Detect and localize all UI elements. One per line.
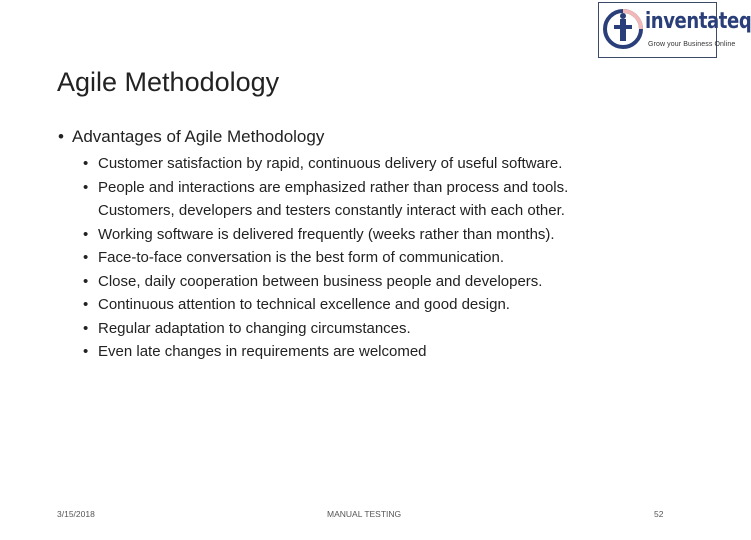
- sub-bullet-item: [83, 270, 698, 294]
- bullet-dot: •: [83, 249, 89, 266]
- bullet-dot: •: [83, 225, 89, 243]
- bullet-dot: •: [83, 272, 89, 290]
- sub-bullet-text: Customer satisfaction by rapid, continuous delivery of useful software.: [98, 155, 563, 172]
- main-bullet: [58, 126, 698, 148]
- sub-bullet-text: Even late changes in requirements are welcomed: [98, 343, 427, 360]
- company-logo: [598, 2, 751, 58]
- main-bullet-text: Advantages of Agile Methodology: [72, 127, 325, 146]
- inventateq-logo-icon: [603, 7, 643, 53]
- sub-bullet-item: [83, 223, 698, 247]
- slide-content: [58, 126, 698, 364]
- sub-bullet-list: [83, 152, 698, 364]
- logo-wordmark: inventateq: [645, 9, 751, 34]
- slide-title: Agile Methodology: [57, 67, 280, 97]
- bullet-dot: •: [83, 178, 89, 196]
- sub-bullet-item: [83, 340, 698, 364]
- sub-bullet-text: Close, daily cooperation between business people and developers.: [98, 272, 543, 290]
- bullet-dot: •: [83, 343, 89, 360]
- sub-bullet-text: Face-to-face conversation is the best form of communication.: [98, 249, 505, 266]
- footer-date: 3/15/2018: [57, 509, 95, 519]
- sub-bullet-text: Working software is delivered frequently (weeks rather than months).: [98, 225, 555, 243]
- sub-bullet-text: Continuous attention to technical excellence and good design.: [98, 296, 510, 313]
- sub-bullet-item: [83, 246, 698, 270]
- logo-tagline: Grow your Business Online: [648, 41, 736, 48]
- sub-bullet-text: Regular adaptation to changing circumstances.: [98, 319, 411, 337]
- page-number: 52: [654, 509, 664, 519]
- footer-title: MANUAL TESTING: [327, 509, 402, 519]
- sub-bullet-item: [83, 176, 698, 200]
- sub-bullet-item: [83, 293, 698, 317]
- bullet-dot: •: [83, 319, 89, 337]
- bullet-dot: •: [83, 155, 89, 172]
- sub-bullet-text: Customers, developers and testers constantly interact with each other.: [98, 202, 565, 219]
- sub-bullet-item: [83, 317, 698, 341]
- sub-bullet-item: [83, 152, 698, 176]
- sub-bullet-continuation: [83, 199, 698, 223]
- bullet-dot: •: [58, 127, 64, 146]
- bullet-dot: •: [83, 296, 89, 313]
- sub-bullet-text: People and interactions are emphasized rather than process and tools.: [98, 178, 569, 196]
